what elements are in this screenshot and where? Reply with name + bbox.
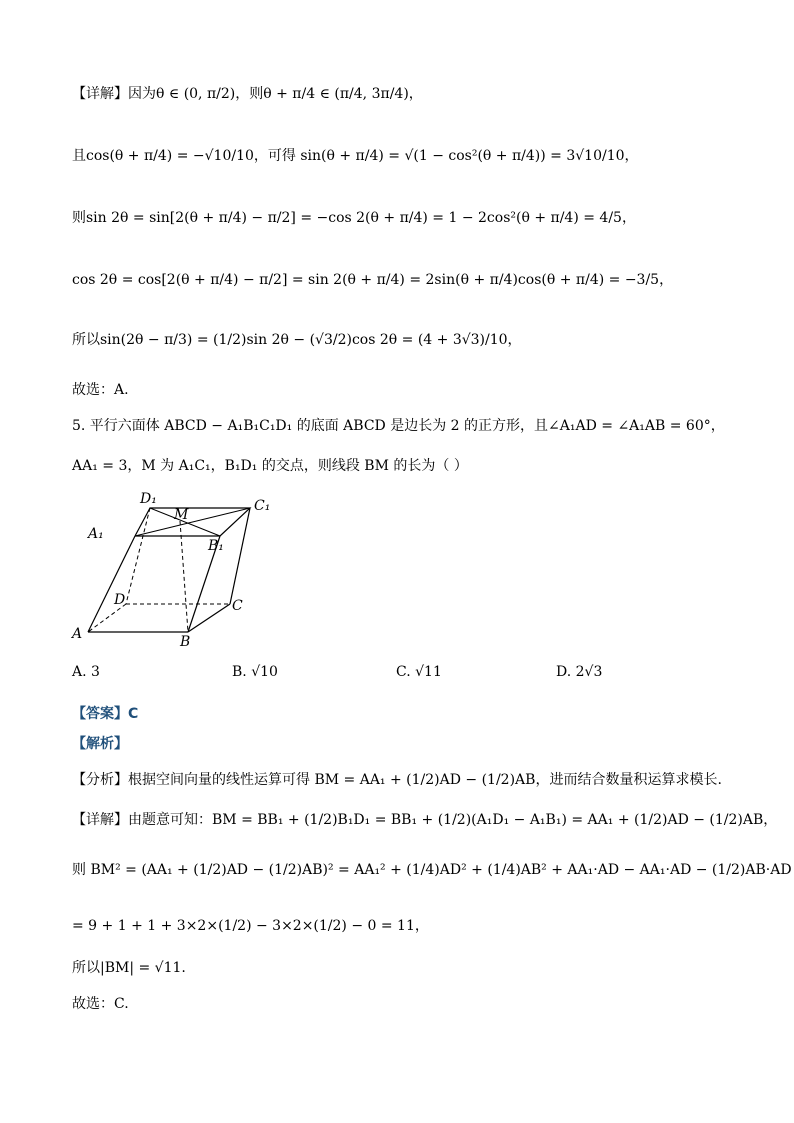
label-D1: D₁ bbox=[140, 491, 157, 507]
label-A1: A₁ bbox=[88, 526, 104, 542]
label-A: A bbox=[72, 626, 83, 642]
detail-line-1: 【详解】因为θ ∈ (0, π/2)，则θ + π/4 ∈ (π/4, 3π/4)， bbox=[72, 86, 423, 102]
detail-line-2: 且cos(θ + π/4) = −√10/10，可得 sin(θ + π/4) = √(1 − cos²(θ + π/4)) = 3√10/10， bbox=[72, 148, 639, 164]
analysis-line-6: 故选：C. bbox=[72, 996, 129, 1012]
detail-line-5: 所以sin(2θ − π/3) = (1/2)sin 2θ − (√3/2)cos 2θ = (4 + 3√3)/10， bbox=[72, 332, 522, 348]
answer-label: 【答案】C bbox=[72, 706, 139, 722]
choice-c: C. √11 bbox=[396, 664, 442, 680]
analysis-line-1: 【分析】根据空间向量的线性运算可得 BM = AA₁ + (1/2)AD − (1/2)AB，进而结合数量积运算求模长. bbox=[72, 772, 722, 788]
choice-d: D. 2√3 bbox=[556, 664, 603, 680]
label-D: D bbox=[114, 592, 126, 608]
label-C1: C₁ bbox=[254, 498, 271, 514]
choice-b: B. √10 bbox=[232, 664, 278, 680]
label-M: M bbox=[174, 507, 189, 523]
analysis-line-4: = 9 + 1 + 1 + 3×2×(1/2) − 3×2×(1/2) − 0 = 11， bbox=[72, 918, 429, 934]
detail-line-4: cos 2θ = cos[2(θ + π/4) − π/2] = sin 2(θ + π/4) = 2sin(θ + π/4)cos(θ + π/4) = −3/5， bbox=[72, 272, 674, 288]
label-C: C bbox=[232, 598, 243, 614]
label-B1: B₁ bbox=[208, 538, 224, 554]
choice-a: A. 3 bbox=[72, 664, 100, 680]
analysis-line-5: 所以|BM| = √11. bbox=[72, 960, 186, 976]
question-5-stem: 5. 平行六面体 ABCD − A₁B₁C₁D₁ 的底面 ABCD 是边长为 2 的正方形，且∠A₁AD = ∠A₁AB = 60°， bbox=[72, 418, 725, 434]
analysis-line-3: 则 BM² = (AA₁ + (1/2)AD − (1/2)AB)² = AA₁² + (1/4)AD² + (1/4)AB² + AA₁·AD − AA₁·AD − (1/2)AB·AD bbox=[72, 862, 792, 878]
detail-line-3: 则sin 2θ = sin[2(θ + π/4) − π/2] = −cos 2(θ + π/4) = 1 − 2cos²(θ + π/4) = 4/5， bbox=[72, 210, 636, 226]
analysis-label: 【解析】 bbox=[72, 736, 128, 752]
label-B: B bbox=[180, 634, 191, 648]
analysis-line-2: 【详解】由题意可知：BM = BB₁ + (1/2)B₁D₁ = BB₁ + (1/2)(A₁D₁ − A₁B₁) = AA₁ + (1/2)AD − (1/2)AB， bbox=[72, 812, 778, 828]
parallelepiped-diagram bbox=[70, 488, 290, 648]
answer-choice-line: 故选：A. bbox=[72, 382, 129, 398]
question-5-stem-cont: AA₁ = 3，M 为 A₁C₁，B₁D₁ 的交点，则线段 BM 的长为（ ） bbox=[72, 458, 468, 474]
parallelepiped-figure bbox=[70, 488, 290, 652]
